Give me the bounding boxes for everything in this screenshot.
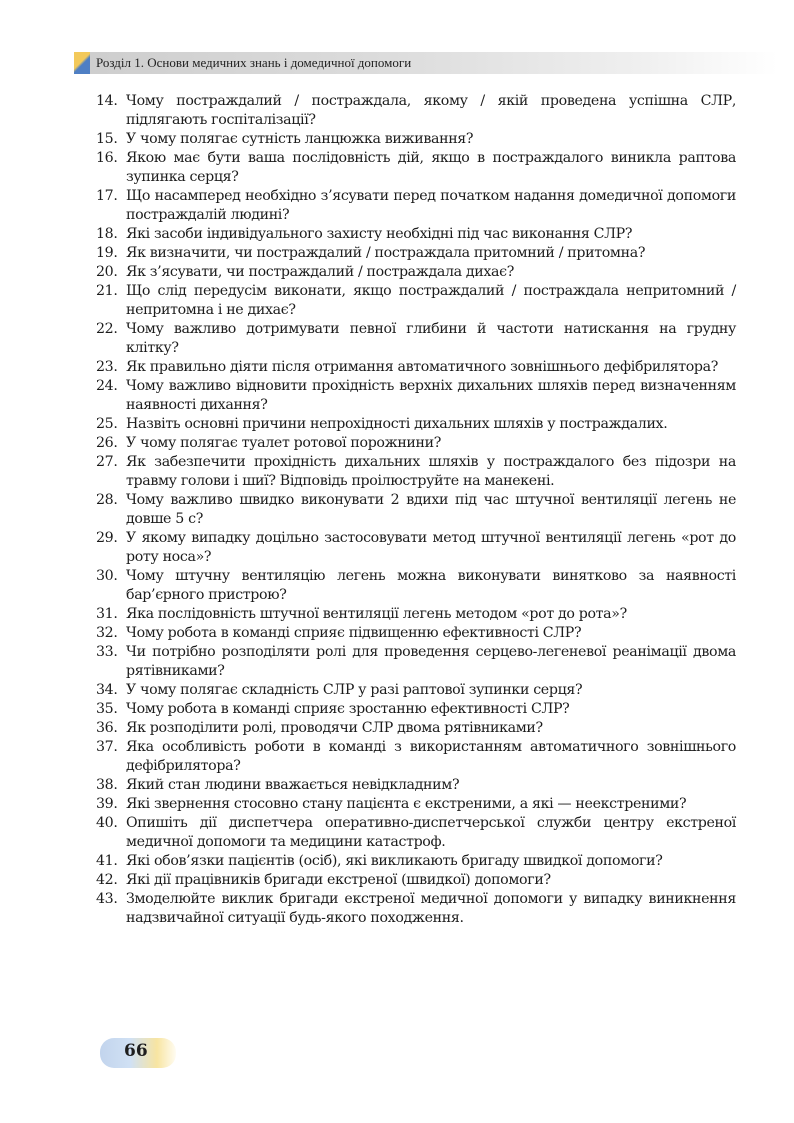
question-text: Чому робота в команді сприяє зростанню ефективності СЛР? (126, 701, 570, 717)
question-text: У чому полягає складність СЛР у разі раптової зупинки серця? (126, 682, 583, 698)
question-item (96, 491, 736, 529)
question-item (96, 567, 736, 605)
question-number: 29. (96, 530, 118, 546)
question-text: Як з’ясувати, чи постраждалий / постраждала дихає? (126, 264, 515, 280)
question-number: 24. (96, 378, 118, 394)
question-text: Опишіть дії диспетчера оперативно-диспетчерської служби центру екстреної медичної допомоги та медицини катастроф. (126, 815, 736, 850)
question-number: 38. (96, 777, 118, 793)
question-item (96, 225, 736, 244)
question-number: 14. (96, 93, 118, 109)
question-text: Як забезпечити прохідність дихальних шляхів у постраждалого без підозри на травму голови і шиї? Відповідь проілюструйте на манекені. (126, 454, 736, 489)
question-text: Які дії працівників бригади екстреної (швидкої) допомоги? (126, 872, 551, 888)
question-number: 28. (96, 492, 118, 508)
section-header (74, 52, 778, 74)
question-text: У чому полягає туалет ротової порожнини? (126, 435, 442, 451)
question-text: Чому важливо швидко виконувати 2 вдихи під час штучної вентиляції легень не довше 5 с? (126, 492, 736, 527)
question-number: 33. (96, 644, 118, 660)
question-text: У чому полягає сутність ланцюжка виживання? (126, 131, 474, 147)
question-text: Назвіть основні причини непрохідності дихальних шляхів у постраждалих. (126, 416, 668, 432)
question-item (96, 263, 736, 282)
question-number: 41. (96, 853, 118, 869)
question-number: 18. (96, 226, 118, 242)
question-item (96, 643, 736, 681)
question-item (96, 624, 736, 643)
question-number: 40. (96, 815, 118, 831)
question-text: Як правильно діяти після отримання автоматичного зовнішнього дефібрилятора? (126, 359, 719, 375)
question-item (96, 282, 736, 320)
question-text: Чому важливо відновити прохідність верхніх дихальних шляхів перед визначенням наявності дихання? (126, 378, 736, 413)
question-number: 35. (96, 701, 118, 717)
question-item (96, 529, 736, 567)
question-number: 15. (96, 131, 118, 147)
question-text: У якому випадку доцільно застосовувати метод штучної вентиляції легень «рот до роту носа»? (126, 530, 736, 565)
question-number: 31. (96, 606, 118, 622)
question-text: Якою має бути ваша послідовність дій, якщо в постраждалого виникла раптова зупинка серця? (126, 150, 736, 185)
question-number: 16. (96, 150, 118, 166)
question-number: 26. (96, 435, 118, 451)
question-item (96, 605, 736, 624)
question-text: Яка особливість роботи в команді з використанням автоматичного зовнішнього дефібрилятора? (126, 739, 736, 774)
question-text: Чи потрібно розподіляти ролі для проведення серцево-легеневої реанімації двома рятівниками? (126, 644, 736, 679)
question-item (96, 453, 736, 491)
question-item (96, 244, 736, 263)
question-text: Яка послідовність штучної вентиляції легень методом «рот до рота»? (126, 606, 627, 622)
question-text: Чому постраждалий / постраждала, якому / якій проведена успішна СЛР, підлягають госпіталізації? (126, 93, 736, 128)
question-number: 23. (96, 359, 118, 375)
question-item (96, 814, 736, 852)
question-item (96, 795, 736, 814)
question-number: 32. (96, 625, 118, 641)
question-text: Які обов’язки пацієнтів (осіб), які викликають бригаду швидкої допомоги? (126, 853, 663, 869)
question-text: Змоделюйте виклик бригади екстреної медичної допомоги у випадку виникнення надзвичайної ситуації будь-якого походження. (126, 891, 736, 926)
question-number: 25. (96, 416, 118, 432)
question-number: 42. (96, 872, 118, 888)
header-corner-mark (74, 52, 90, 74)
question-item (96, 358, 736, 377)
question-item (96, 700, 736, 719)
question-text: Як розподілити ролі, проводячи СЛР двома рятівниками? (126, 720, 543, 736)
question-item (96, 377, 736, 415)
question-number: 17. (96, 188, 118, 204)
question-text: Які звернення стосовно стану пацієнта є екстреними, а які — неекстреними? (126, 796, 687, 812)
question-text: Чому робота в команді сприяє підвищенню ефективності СЛР? (126, 625, 582, 641)
question-number: 19. (96, 245, 118, 261)
question-text: Що насамперед необхідно з’ясувати перед початком надання домедичної допомоги постраждалій людині? (126, 188, 736, 223)
question-text: Як визначити, чи постраждалий / постраждала притомний / притомна? (126, 245, 646, 261)
question-item (96, 719, 736, 738)
question-number: 39. (96, 796, 118, 812)
question-number: 36. (96, 720, 118, 736)
section-title: Розділ 1. Основи медичних знань і домедичної допомоги (96, 55, 412, 70)
question-item (96, 681, 736, 700)
question-item (96, 738, 736, 776)
question-text: Що слід передусім виконати, якщо постраждалий / постраждала непритомний / непритомна і не дихає? (126, 283, 736, 318)
question-item (96, 415, 736, 434)
question-number: 37. (96, 739, 118, 755)
question-list (96, 92, 736, 928)
question-number: 27. (96, 454, 118, 470)
question-item (96, 871, 736, 890)
question-number: 22. (96, 321, 118, 337)
page-number-badge (100, 1038, 176, 1068)
page-number: 66 (124, 1041, 148, 1061)
question-number: 30. (96, 568, 118, 584)
question-text: Чому штучну вентиляцію легень можна виконувати винятково за наявності бар’єрного пристрою? (126, 568, 736, 603)
question-item (96, 187, 736, 225)
question-item (96, 890, 736, 928)
question-item (96, 320, 736, 358)
question-text: Чому важливо дотримувати певної глибини й частоти натискання на грудну клітку? (126, 321, 736, 356)
question-item (96, 130, 736, 149)
question-text: Який стан людини вважається невідкладним? (126, 777, 460, 793)
question-number: 20. (96, 264, 118, 280)
question-item (96, 92, 736, 130)
question-number: 43. (96, 891, 118, 907)
question-item (96, 852, 736, 871)
question-item (96, 149, 736, 187)
question-number: 34. (96, 682, 118, 698)
question-item (96, 776, 736, 795)
question-item (96, 434, 736, 453)
question-number: 21. (96, 283, 118, 299)
question-text: Які засоби індивідуального захисту необхідні під час виконання СЛР? (126, 226, 633, 242)
